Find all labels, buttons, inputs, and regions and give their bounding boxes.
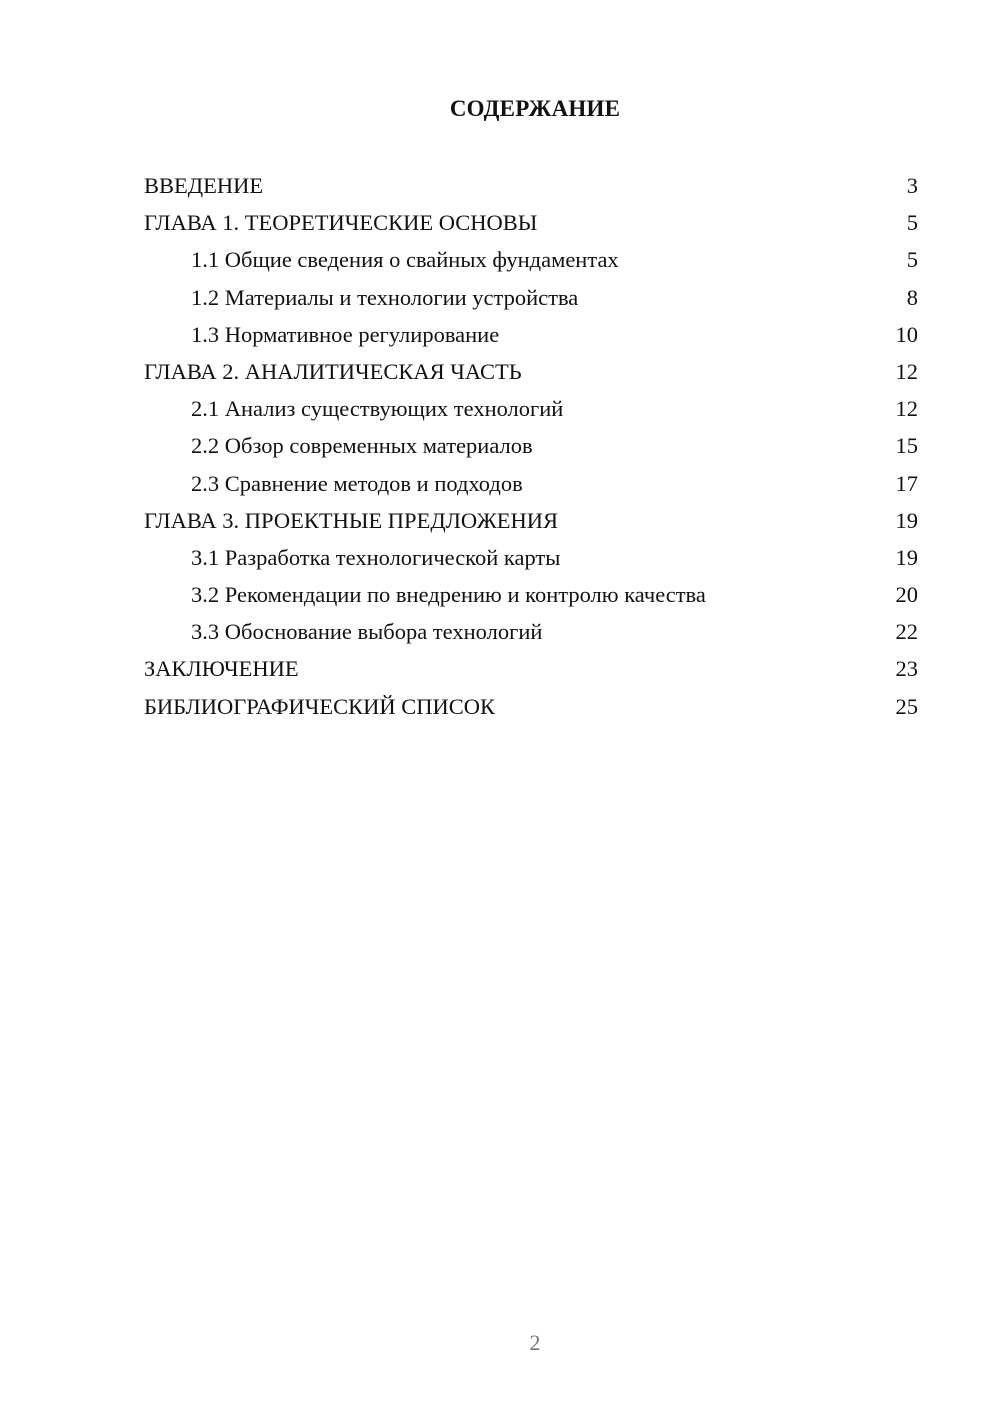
toc-entry-page: 5 [906, 247, 918, 273]
toc-entry-section-2-1[interactable] [144, 390, 918, 427]
toc-entry-page: 22 [895, 619, 918, 645]
toc-entry-bibliography[interactable] [144, 688, 918, 725]
toc-entry-page: 12 [895, 358, 918, 384]
toc-entry-chapter-1[interactable] [144, 204, 918, 241]
toc-entry-page: 20 [895, 582, 918, 608]
toc-entry-label: 1.2 Материалы и технологии устройства [191, 284, 579, 310]
toc-entry-page: 23 [895, 656, 918, 682]
toc-entry-label: ВВЕДЕНИЕ [144, 173, 264, 198]
toc-entry-label: ГЛАВА 3. ПРОЕКТНЫЕ ПРЕДЛОЖЕНИЯ [144, 507, 559, 533]
toc-entry-page: 19 [895, 507, 918, 533]
toc-entry-page: 3 [906, 173, 918, 198]
toc-entry-page: 8 [906, 284, 918, 310]
page-title: СОДЕРЖАНИЕ [449, 96, 621, 121]
toc-entry-label: 2.3 Сравнение методов и подходов [191, 470, 523, 496]
toc-entry-page: 19 [895, 544, 918, 570]
toc-entry-section-1-1[interactable] [144, 241, 918, 278]
toc-entry-section-3-3[interactable] [144, 613, 918, 650]
toc-entry-conclusion[interactable] [144, 650, 918, 687]
toc-entry-label: ГЛАВА 1. ТЕОРЕТИЧЕСКИЕ ОСНОВЫ [144, 210, 538, 236]
toc-entry-page: 15 [895, 433, 918, 459]
toc-entry-page: 5 [906, 210, 918, 236]
toc-entry-label: ГЛАВА 2. АНАЛИТИЧЕСКАЯ ЧАСТЬ [144, 358, 522, 384]
toc-entry-section-2-2[interactable] [144, 427, 918, 464]
toc-entry-label: 3.1 Разработка технологической карты [191, 544, 561, 570]
toc-entry-chapter-2[interactable] [144, 353, 918, 390]
toc-entry-section-1-2[interactable] [144, 279, 918, 316]
toc-entry-introduction[interactable] [144, 167, 918, 204]
toc-entry-section-3-2[interactable] [144, 576, 918, 613]
toc-entry-label: БИБЛИОГРАФИЧЕСКИЙ СПИСОК [144, 693, 496, 719]
toc-entry-page: 17 [895, 470, 918, 496]
toc-entry-label: 3.3 Обоснование выбора технологий [191, 619, 543, 645]
toc-entry-section-3-1[interactable] [144, 539, 918, 576]
toc-entry-label: 3.2 Рекомендации по внедрению и контролю качества [191, 582, 706, 608]
toc-entry-label: 1.1 Общие сведения о свайных фундаментах [191, 247, 619, 273]
toc-entry-page: 10 [895, 321, 918, 347]
toc-entry-page: 25 [895, 693, 918, 719]
toc-entry-label: 2.2 Обзор современных материалов [191, 433, 533, 459]
toc-entry-label: 2.1 Анализ существующих технологий [191, 396, 564, 422]
toc-entry-chapter-3[interactable] [144, 502, 918, 539]
toc-entry-page: 12 [895, 396, 918, 422]
toc-entry-section-1-3[interactable] [144, 316, 918, 353]
toc-entry-section-2-3[interactable] [144, 465, 918, 502]
toc-entry-label: ЗАКЛЮЧЕНИЕ [144, 656, 299, 682]
table-of-contents [144, 167, 918, 725]
page-number: 2 [529, 1330, 541, 1355]
toc-entry-label: 1.3 Нормативное регулирование [191, 321, 500, 347]
